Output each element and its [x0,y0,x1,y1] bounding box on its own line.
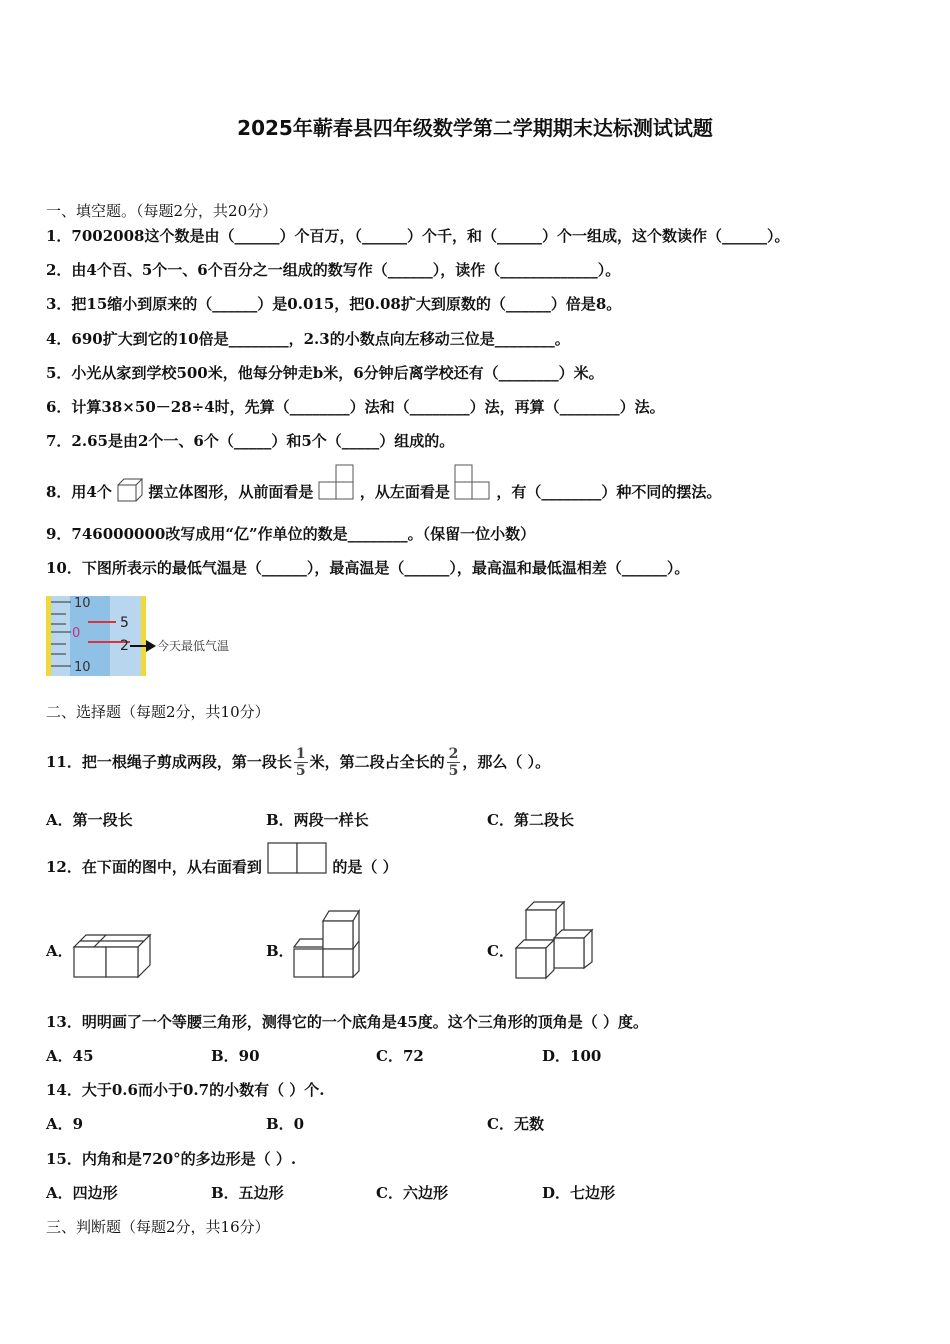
thermo-tick-top: 10 [74,596,91,611]
q13-option-c[interactable]: C．72 [376,1047,424,1065]
question-12-part2: 的是（ ） [332,858,398,876]
thermometer-figure [46,594,246,678]
question-2: 2．由4个百、5个一、6个百分之一组成的数写作（______），读作（_____________）。 [46,261,621,279]
q15-option-b[interactable]: B．五边形 [211,1184,284,1202]
thermo-tick-zero: 0 [72,626,81,641]
question-1: 1．7002008这个数是由（______）个百万，（______）个千，和（______）个一组成，这个数读作（______）。 [46,227,790,245]
question-8-part2: 摆立体图形，从前面看是 [148,483,314,501]
question-11-part2: 米，第二段占全长的 [309,753,445,771]
q13-option-b[interactable]: B．90 [211,1047,260,1065]
fraction-2-numerator: 2 [448,745,459,762]
q11-option-b[interactable]: B．两段一样长 [266,811,369,829]
q15-option-c[interactable]: C．六边形 [376,1184,448,1202]
section-heading-choice: 二、选择题（每题2分，共10分） [46,703,270,721]
thermo-mark-low: 2 [120,638,129,654]
q15-option-d[interactable]: D．七边形 [542,1184,616,1202]
q12-figure-b [293,907,363,979]
thermo-caption: 今天最低气温 [157,639,230,653]
q14-option-a[interactable]: A．9 [46,1115,84,1133]
q11-option-a[interactable]: A．第一段长 [46,811,133,829]
question-5: 5．小光从家到学校500米，他每分钟走b米，6分钟后离学校还有（________）米。 [46,364,604,382]
question-11-part1: 11．把一根绳子剪成两段，第一段长 [46,753,292,771]
question-3: 3．把15缩小到原来的（______）是0.015，把0.08扩大到原数的（______）倍是8。 [46,295,622,313]
fraction-two-fifths [447,746,461,779]
question-13: 13．明明画了一个等腰三角形，测得它的一个底角是45度。这个三角形的顶角是（ ）度。 [46,1013,648,1031]
fraction-2-denominator: 5 [448,762,459,779]
front-view-figure [319,478,355,508]
q14-option-b[interactable]: B．0 [266,1115,305,1133]
fraction-1-numerator: 1 [295,745,306,762]
section-heading-judgment: 三、判断题（每题2分，共16分） [46,1218,270,1236]
question-4: 4．690扩大到它的10倍是________，2.3的小数点向左移动三位是________。 [46,330,570,348]
question-8-part4: ，有（________）种不同的摆法。 [496,483,722,501]
right-view-figure [267,858,327,878]
left-view-figure [455,478,491,508]
question-14: 14．大于0.6而小于0.7的小数有（ ）个. [46,1081,325,1099]
q12-option-b[interactable]: B． [266,942,294,960]
question-8 [46,478,721,508]
q13-option-a[interactable]: A．45 [46,1047,94,1065]
question-15: 15．内角和是720°的多边形是（ ）. [46,1150,297,1168]
question-8-part1: 8．用4个 [46,483,112,501]
q12-option-c[interactable]: C． [487,942,514,960]
q11-option-c[interactable]: C．第二段长 [487,811,574,829]
question-12 [46,857,398,878]
question-12-part1: 12．在下面的图中，从右面看到 [46,858,262,876]
question-10: 10．下图所表示的最低气温是（______），最高温是（______），最高温和最低温相差（______）。 [46,559,690,577]
page-title: 2025年蕲春县四年级数学第二学期期末达标测试试题 [237,116,713,140]
small-cube-figure [117,482,143,504]
question-9: 9．746000000改写成用“亿”作单位的数是________。（保留一位小数） [46,525,536,543]
thermo-mark-high: 5 [120,615,129,631]
q15-option-a[interactable]: A．四边形 [46,1184,118,1202]
q13-option-d[interactable]: D．100 [542,1047,602,1065]
question-6: 6．计算38×50－28÷4时，先算（________）法和（________）法，再算（________）法。 [46,398,665,416]
q12-option-a[interactable]: A． [46,942,73,960]
section-heading-fill-in: 一、填空题。（每题2分，共20分） [46,202,278,220]
question-7: 7．2.65是由2个一、6个（_____）和5个（_____）组成的。 [46,432,455,450]
question-11 [46,738,550,786]
q14-option-c[interactable]: C．无数 [487,1115,544,1133]
fraction-one-fifth [294,746,308,779]
fraction-1-denominator: 5 [295,762,306,779]
question-8-part3: ，从左面看是 [359,483,450,501]
thermo-tick-bottom: 10 [74,660,91,675]
q12-figure-a [73,927,153,979]
question-11-part3: ，那么（ ）。 [462,753,551,771]
q12-figure-c [514,900,594,980]
